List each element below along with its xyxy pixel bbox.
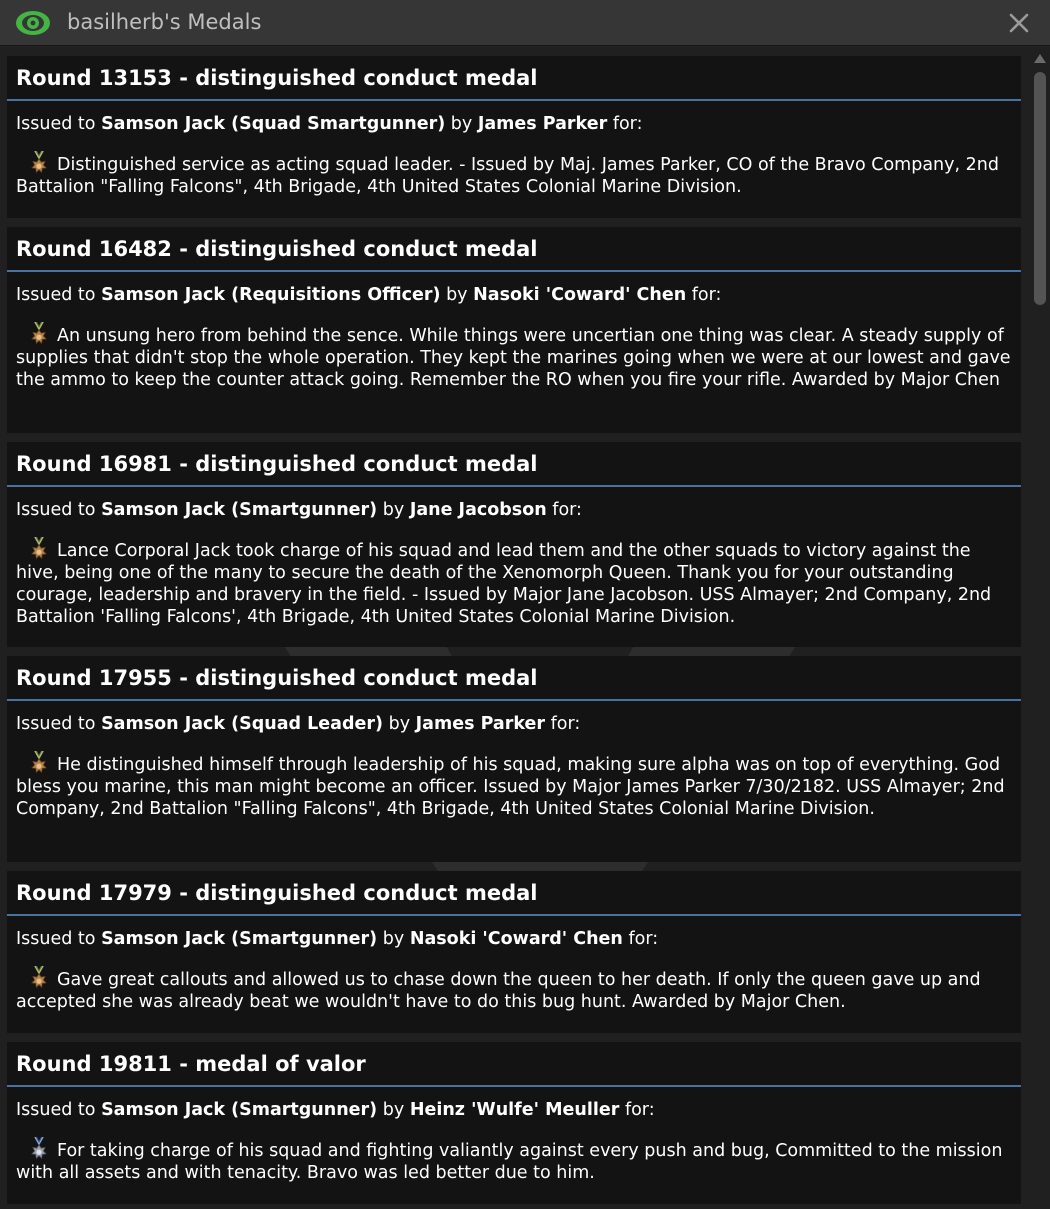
medal-reason [7,308,1021,391]
by-word: by [382,1100,405,1120]
bronze-medal-icon [29,966,49,990]
medal-reason [7,523,1021,628]
medal-recipient: Samson Jack (Squad Smartgunner) [101,114,446,134]
bronze-medal-icon [29,537,49,561]
scroll-up-arrow-icon[interactable] [1034,53,1046,63]
medal-issued-line [7,101,1021,137]
silver-medal-icon [29,1137,49,1161]
issued-prefix: Issued to [16,1100,96,1120]
by-word: by [446,285,468,305]
medal-issuer: James Parker [477,114,608,134]
issued-prefix: Issued to [16,500,96,520]
medal-reason-text: He distinguished himself through leadership of his squad, making sure alpha was on top of everything. God bless you marine, this man might become an officer. Issued by Major James Parker 7/30/2182. USS Almayer; 2nd Company, 2nd Battalion "Falling Falcons", 4th Brigade, 4th United States Colonial Marine Division. [16,755,1005,819]
for-word: for: [624,1100,655,1120]
scrollbar[interactable] [1030,47,1050,1209]
medal-reason-text: Lance Corporal Jack took charge of his squad and lead them and the other squads to victory against the hive, being one of the many to secure the death of the Xenomorph Queen. Thank you for your outstanding courage, leadership and bravery in the field. - Issued by Major Jane Jacobson. USS Almayer; 2nd Company, 2nd Battalion 'Falling Falcons', 4th Brigade, 4th United States Colonial Marine Division. [16,541,992,627]
issued-prefix: Issued to [16,714,96,734]
medal-reason [7,737,1021,820]
medal-recipient: Samson Jack (Squad Leader) [101,714,384,734]
medal-title: Round 17955 - distinguished conduct medal [7,656,1021,701]
for-word: for: [628,929,659,949]
medal-reason-text: For taking charge of his squad and fighting valiantly against every push and bug, Committed to the mission with all assets and with tenacity. Bravo was led better due to him. [16,1141,1003,1183]
bronze-medal-icon [29,751,49,775]
medal-issued-line [7,272,1021,308]
by-word: by [450,114,473,134]
title-bar [0,0,1050,46]
medal-issued-line [7,916,1021,952]
medal-issuer: Nasoki 'Coward' Chen [409,929,623,949]
close-icon[interactable] [1007,11,1031,35]
medal-reason [7,1123,1021,1184]
medal-recipient: Samson Jack (Smartgunner) [101,1100,378,1120]
medal-entry [7,1042,1021,1204]
medal-recipient: Samson Jack (Smartgunner) [101,929,378,949]
bronze-medal-icon [29,151,49,175]
medal-recipient: Samson Jack (Smartgunner) [101,500,378,520]
scrollbar-thumb[interactable] [1034,72,1046,305]
medal-issuer: Nasoki 'Coward' Chen [473,285,687,305]
medal-reason-text: Distinguished service as acting squad leader. - Issued by Maj. James Parker, CO of the Bravo Company, 2nd Battalion "Falling Falcons", 4th Brigade, 4th United States Colonial Marine Division. [16,155,999,197]
medal-issued-line [7,487,1021,523]
medal-reason [7,952,1021,1013]
medal-recipient: Samson Jack (Requisitions Officer) [101,285,441,305]
medal-issuer: James Parker [415,714,546,734]
eye-icon [15,9,51,37]
medal-entry [7,227,1021,433]
medal-entry [7,656,1021,862]
medal-title: Round 16482 - distinguished conduct medal [7,227,1021,272]
for-word: for: [552,500,582,520]
medal-reason [7,137,1021,198]
by-word: by [388,714,411,734]
medal-entry [7,871,1021,1033]
for-word: for: [691,285,722,305]
by-word: by [382,929,405,949]
for-word: for: [550,714,581,734]
medal-title: Round 19811 - medal of valor [7,1042,1021,1087]
medal-reason-text: Gave great callouts and allowed us to chase down the queen to her death. If only the queen gave up and accepted she was already beat we wouldn't have to do this bug hunt. Awarded by Major Chen. [16,970,981,1012]
medal-reason-text: An unsung hero from behind the sence. While things were uncertian one thing was clear. A steady supply of supplies that didn't stop the whole operation. They kept the marines going when we were at our lowest and gave the ammo to keep the counter attack going. Remember the RO when you fire your rifle. Awarded by Major Chen [16,326,1011,390]
medal-issuer: Heinz 'Wulfe' Meuller [409,1100,620,1120]
medal-issued-line [7,1087,1021,1123]
issued-prefix: Issued to [16,114,96,134]
medals-list[interactable] [0,47,1030,1209]
for-word: for: [612,114,643,134]
medal-title: Round 17979 - distinguished conduct medal [7,871,1021,916]
medal-issuer: Jane Jacobson [409,500,547,520]
medal-entry [7,442,1021,647]
window-title: basilherb's Medals [67,10,262,34]
medal-title: Round 16981 - distinguished conduct medal [7,442,1021,487]
medal-issued-line [7,701,1021,737]
issued-prefix: Issued to [16,929,96,949]
issued-prefix: Issued to [16,285,96,305]
bronze-medal-icon [29,322,49,346]
by-word: by [382,500,405,520]
medal-title: Round 13153 - distinguished conduct medal [7,56,1021,101]
medal-entry [7,56,1021,218]
